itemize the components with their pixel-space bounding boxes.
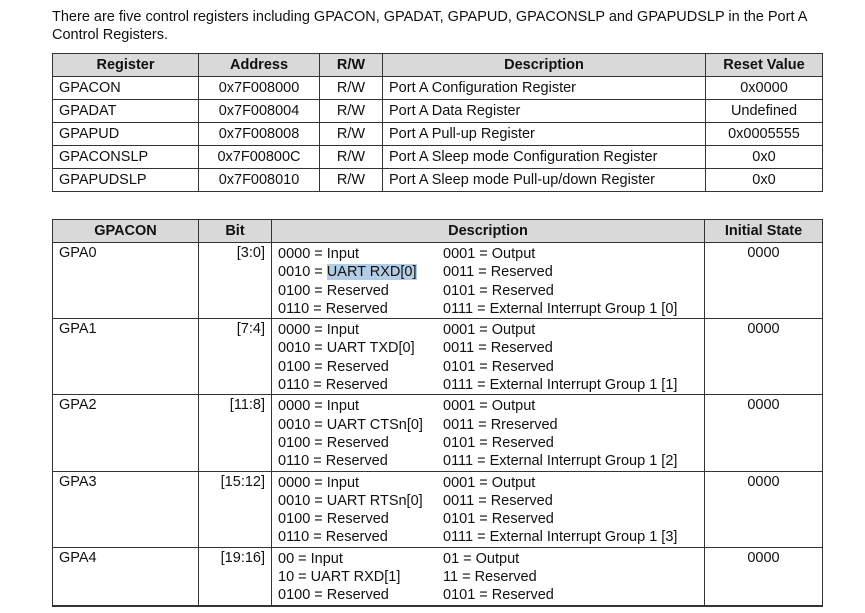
- encoding-option: 0101 = Reserved: [443, 358, 554, 375]
- encoding-line: [278, 376, 698, 394]
- encoding-option: 11 = Reserved: [443, 569, 537, 586]
- gpacon-bit-table: [52, 219, 823, 606]
- bit-range: [15:12]: [199, 471, 272, 547]
- encoding-line: [278, 434, 698, 452]
- pin-name: GPA4: [53, 547, 199, 605]
- encoding-option: 0011 = Reserved: [443, 340, 553, 357]
- table-cell: Port A Pull-up Register: [383, 123, 706, 146]
- table-cell: R/W: [320, 146, 383, 169]
- encoding-line: [278, 452, 698, 470]
- encoding-line: [278, 586, 698, 604]
- table-cell: R/W: [320, 123, 383, 146]
- table-cell: 0x0000: [706, 77, 823, 100]
- text-selection: UART RXD[0]: [326, 264, 417, 281]
- col-gpacon: GPACON: [53, 220, 199, 243]
- encoding-option: 0101 = Reserved: [443, 587, 554, 604]
- intro-paragraph: There are five control registers including GPACON, GPADAT, GPAPUD, GPACONSLP and GPAPUDSLP in the Port A Control Registers.: [52, 9, 807, 43]
- encoding-option: 0011 = Rreserved: [443, 416, 558, 433]
- encoding-option: 0001 = Output: [443, 322, 536, 339]
- table-cell: 0x7F00800C: [199, 146, 320, 169]
- bit-range: [3:0]: [199, 243, 272, 319]
- encoding-line: [278, 358, 698, 376]
- initial-state: 0000: [705, 471, 823, 547]
- encoding-line: [278, 397, 698, 415]
- col-bit: Bit: [199, 220, 272, 243]
- encoding-description: [272, 319, 705, 395]
- page-cutoff: [0, 606, 865, 613]
- encoding-option: 0111 = External Interrupt Group 1 [2]: [443, 453, 678, 470]
- table-cell: R/W: [320, 100, 383, 123]
- col-register: Register: [53, 54, 199, 77]
- initial-state: 0000: [705, 547, 823, 605]
- encoding-option: 01 = Output: [443, 550, 520, 567]
- initial-state: 0000: [705, 395, 823, 471]
- gpacon-row: [53, 547, 823, 605]
- encoding-option: 0100 = Reserved: [278, 511, 389, 528]
- encoding-option: 0110 = Reserved: [278, 529, 388, 546]
- encoding-option: 0101 = Reserved: [443, 511, 554, 528]
- encoding-option: 0101 = Reserved: [443, 282, 554, 299]
- encoding-line: [278, 416, 698, 434]
- encoding-line: [278, 263, 698, 281]
- table-cell: 0x0005555: [706, 123, 823, 146]
- encoding-option: 0110 = Reserved: [278, 300, 388, 317]
- encoding-line: [278, 339, 698, 357]
- initial-state: 0000: [705, 243, 823, 319]
- table-cell: 0x7F008010: [199, 169, 320, 192]
- table-row: [53, 146, 823, 169]
- pin-name: GPA3: [53, 471, 199, 547]
- table-cell: Port A Sleep mode Pull-up/down Register: [383, 169, 706, 192]
- gpacon-row: [53, 243, 823, 319]
- table-cell: Port A Configuration Register: [383, 77, 706, 100]
- encoding-option: 0100 = Reserved: [278, 358, 389, 375]
- encoding-line: [278, 321, 698, 339]
- encoding-line: [278, 492, 698, 510]
- encoding-line: [278, 528, 698, 546]
- encoding-option: 00 = Input: [278, 550, 343, 567]
- encoding-description: [272, 471, 705, 547]
- encoding-line: [278, 568, 698, 586]
- col-reset-value: Reset Value: [706, 54, 823, 77]
- table-cell: Port A Data Register: [383, 100, 706, 123]
- col-address: Address: [199, 54, 320, 77]
- table-cell: GPAPUDSLP: [53, 169, 199, 192]
- encoding-option: 0010 = UART CTSn[0]: [278, 416, 423, 433]
- encoding-option: 0001 = Output: [443, 246, 536, 262]
- table-cell: GPACON: [53, 77, 199, 100]
- table-cell: 0x0: [706, 146, 823, 169]
- encoding-line: [278, 300, 698, 318]
- encoding-line: [278, 510, 698, 528]
- bit-range: [19:16]: [199, 547, 272, 605]
- col-description: Description: [383, 54, 706, 77]
- bit-range: [11:8]: [199, 395, 272, 471]
- encoding-option: 0000 = Input: [278, 322, 360, 339]
- table-cell: 0x7F008004: [199, 100, 320, 123]
- encoding-option: 0010 = UART TXD[0]: [278, 340, 415, 357]
- table-cell: GPAPUD: [53, 123, 199, 146]
- encoding-option: 0100 = Reserved: [278, 282, 389, 299]
- table-cell: 0x7F008000: [199, 77, 320, 100]
- encoding-option: 10 = UART RXD[1]: [278, 569, 401, 586]
- table-cell: Port A Sleep mode Configuration Register: [383, 146, 706, 169]
- initial-state: 0000: [705, 319, 823, 395]
- gpacon-row: [53, 471, 823, 547]
- encoding-line: [278, 282, 698, 300]
- encoding-description: [272, 395, 705, 471]
- encoding-option: 0011 = Reserved: [443, 492, 553, 509]
- page-cutoff-line: [52, 606, 823, 607]
- encoding-description: [272, 547, 705, 605]
- table-cell: GPACONSLP: [53, 146, 199, 169]
- encoding-option: 0110 = Reserved: [278, 453, 388, 470]
- col-rw: R/W: [320, 54, 383, 77]
- pin-name: GPA1: [53, 319, 199, 395]
- table-row: [53, 169, 823, 192]
- encoding-option: 0010 = UART RXD[0]: [278, 264, 417, 281]
- encoding-option: 0001 = Output: [443, 474, 536, 491]
- bit-range: [7:4]: [199, 319, 272, 395]
- encoding-description: [272, 243, 705, 319]
- encoding-option: 0111 = External Interrupt Group 1 [3]: [443, 529, 678, 546]
- encoding-option: 0010 = UART RTSn[0]: [278, 492, 423, 509]
- table-cell: R/W: [320, 169, 383, 192]
- gpacon-row: [53, 319, 823, 395]
- table-row: [53, 77, 823, 100]
- encoding-line: [278, 474, 698, 492]
- table-cell: GPADAT: [53, 100, 199, 123]
- register-summary-table: [52, 53, 823, 192]
- encoding-option: 0111 = External Interrupt Group 1 [0]: [443, 300, 678, 317]
- col-initial-state: Initial State: [705, 220, 823, 243]
- encoding-option: 0110 = Reserved: [278, 377, 388, 394]
- encoding-option: 0001 = Output: [443, 398, 536, 415]
- encoding-option: 0011 = Reserved: [443, 264, 553, 281]
- table-row: [53, 123, 823, 146]
- table-cell: Undefined: [706, 100, 823, 123]
- encoding-option: 0000 = Input: [278, 474, 360, 491]
- encoding-option: 0100 = Reserved: [278, 434, 389, 451]
- table-cell: 0x0: [706, 169, 823, 192]
- pin-name: GPA2: [53, 395, 199, 471]
- encoding-option: 0000 = Input: [278, 398, 360, 415]
- pin-name: GPA0: [53, 243, 199, 319]
- encoding-option: 0100 = Reserved: [278, 587, 389, 604]
- gpacon-row: [53, 395, 823, 471]
- encoding-option: 0101 = Reserved: [443, 434, 554, 451]
- encoding-line: [278, 550, 698, 568]
- encoding-option: 0000 = Input: [278, 246, 360, 262]
- encoding-option: 0111 = External Interrupt Group 1 [1]: [443, 377, 678, 394]
- table-row: [53, 100, 823, 123]
- table-cell: R/W: [320, 77, 383, 100]
- table-cell: 0x7F008008: [199, 123, 320, 146]
- col-gp-description: Description: [272, 220, 705, 243]
- encoding-line: [278, 245, 698, 263]
